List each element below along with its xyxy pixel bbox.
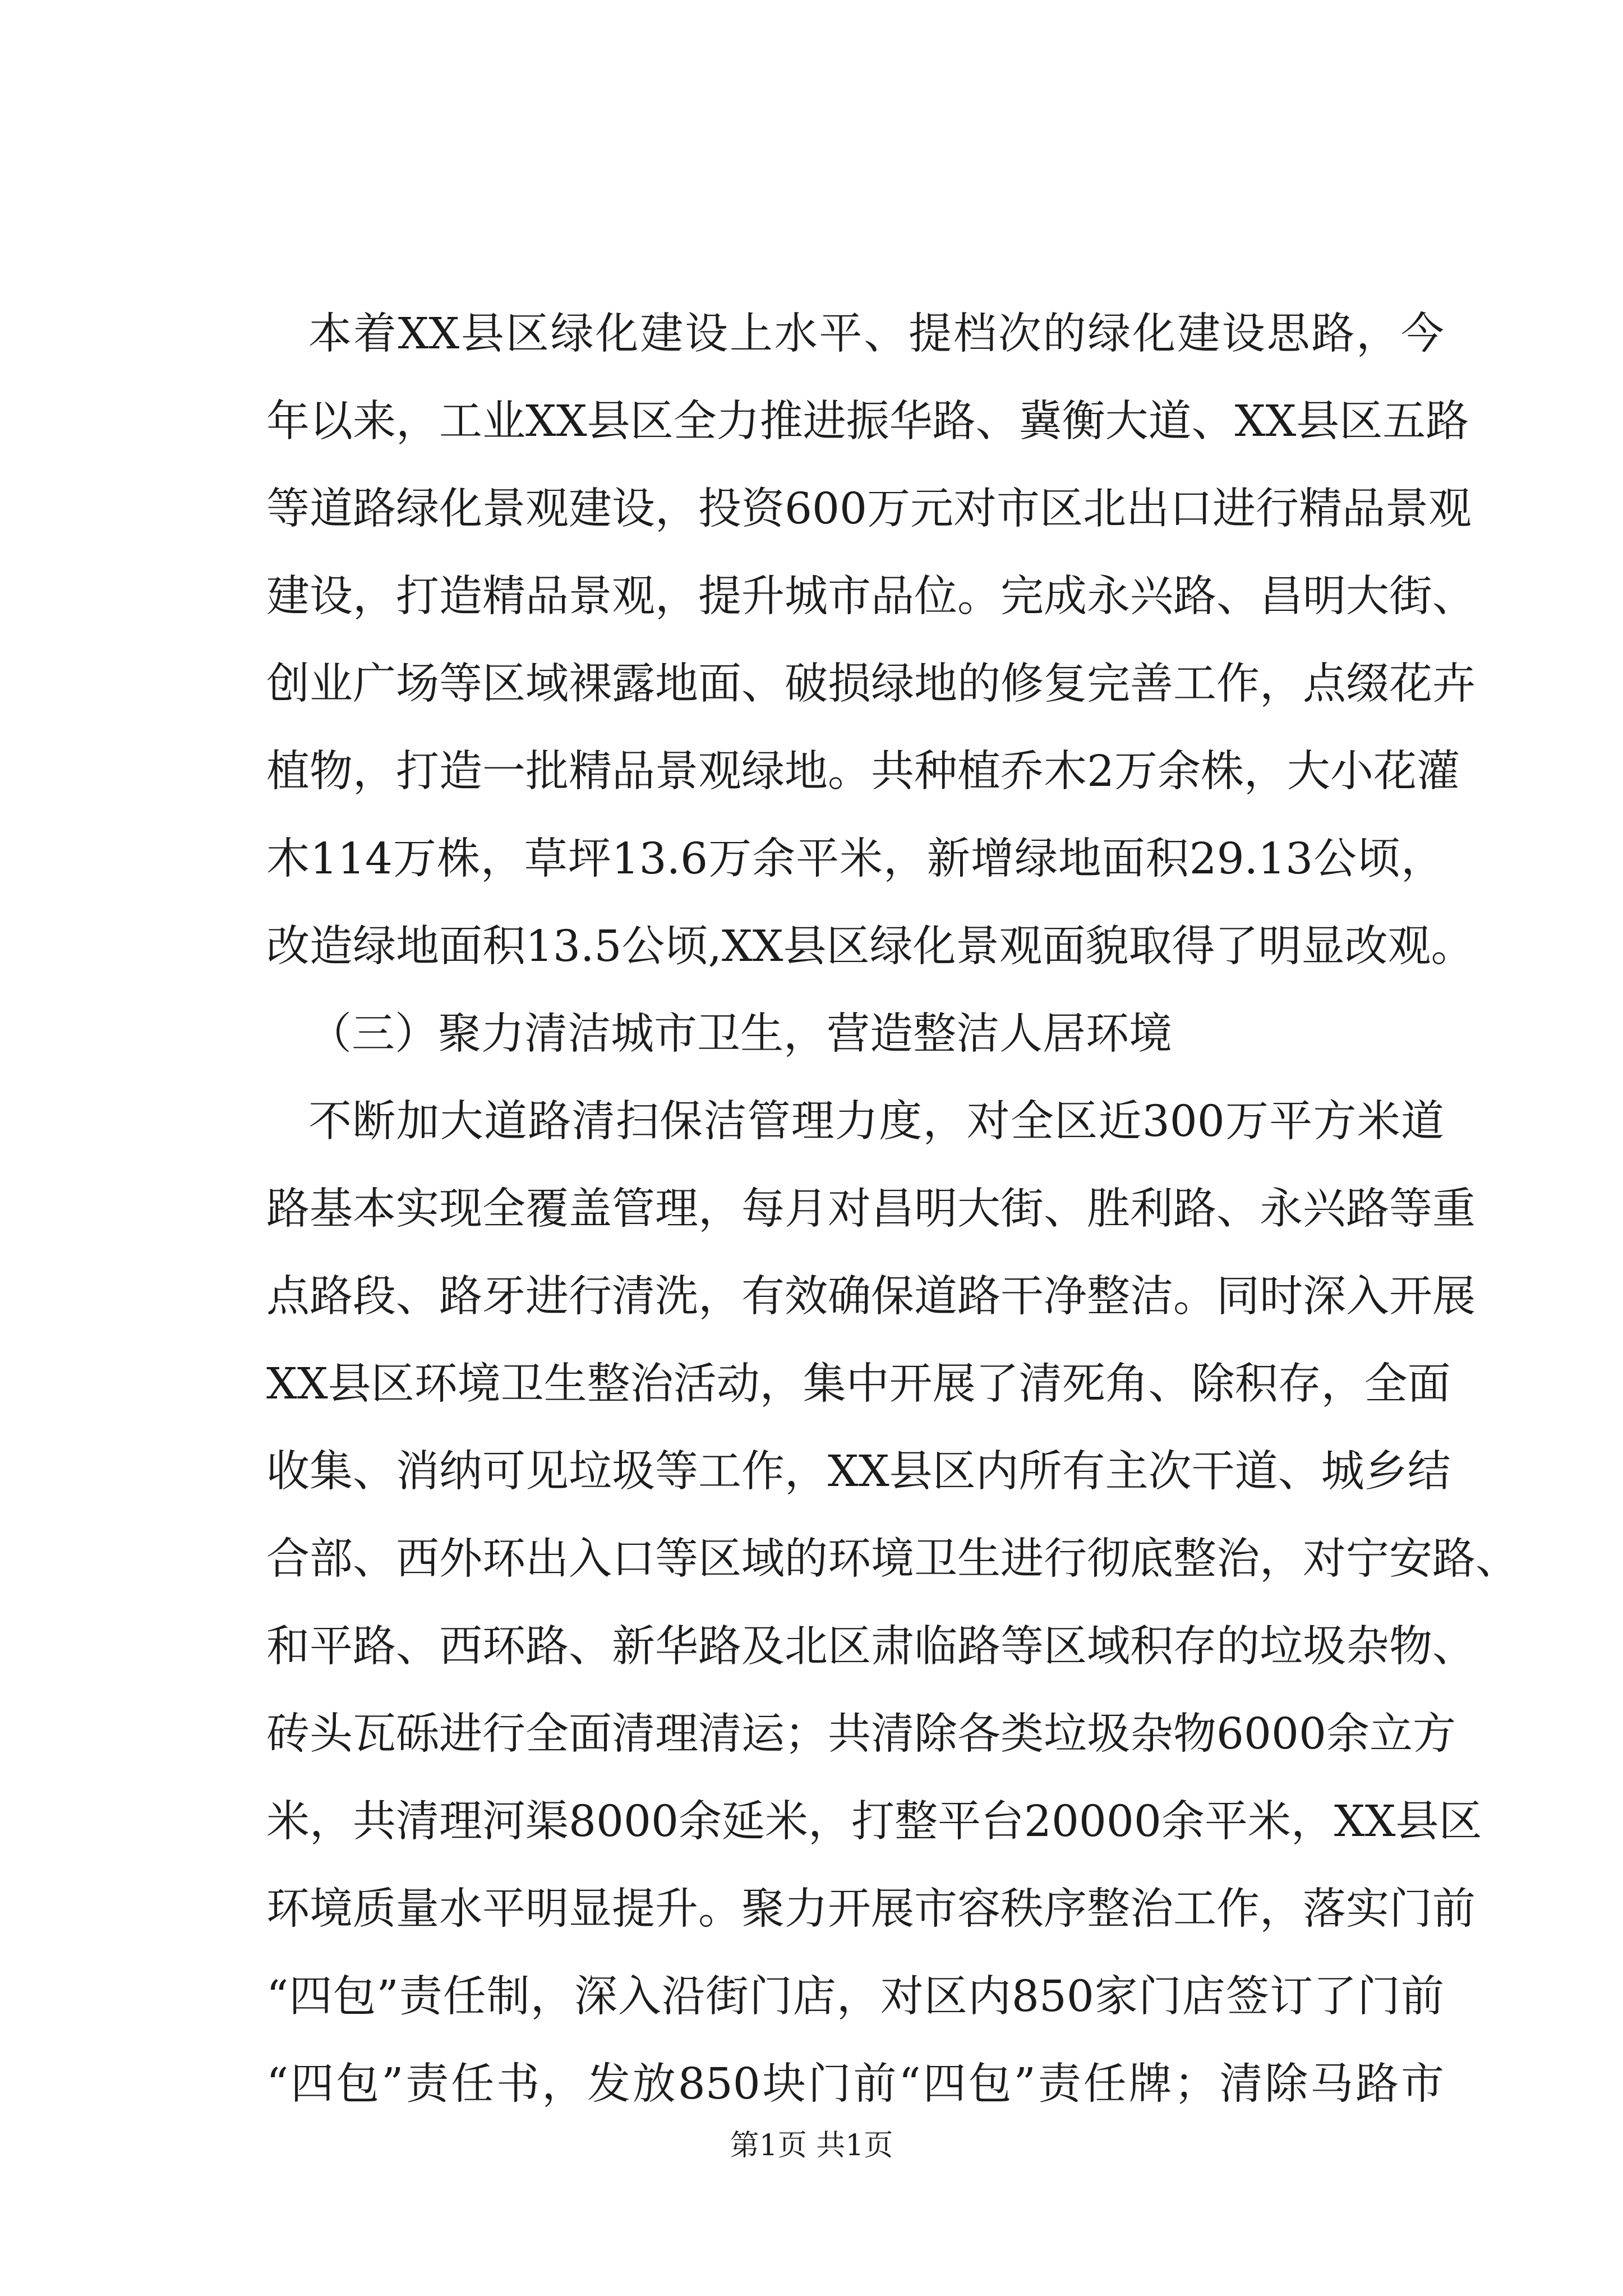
paragraph-1-line-1: 本着XX县区绿化建设上水平、提档次的绿化建设思路，今	[308, 309, 1444, 359]
paragraph-2-line-7: 和平路、西环路、新华路及北区肃临路等区域积存的垃圾杂物、	[266, 1622, 1476, 1672]
paragraph-1-line-8: 改造绿地面积13.5公顷,XX县区绿化景观面貌取得了明显改观。	[266, 922, 1474, 972]
paragraph-2-line-2: 路基本实现全覆盖管理，每月对昌明大街、胜利路、永兴路等重	[266, 1184, 1476, 1234]
section-heading: （三）聚力清洁城市卫生，营造整洁人居环境	[308, 1009, 1172, 1059]
paragraph-2-line-6: 合部、西外环出入口等区域的环境卫生进行彻底整治，对宁安路、	[266, 1534, 1519, 1584]
paragraph-2-line-5: 收集、消纳可见垃圾等工作，XX县区内所有主次干道、城乡结	[266, 1447, 1451, 1497]
paragraph-1-line-4: 建设，打造精品景观，提升城市品位。完成永兴路、昌明大街、	[266, 572, 1476, 622]
paragraph-2-line-3: 点路段、路牙进行清洗，有效确保道路干净整洁。同时深入开展	[266, 1272, 1476, 1322]
paragraph-1-line-6: 植物，打造一批精品景观绿地。共种植乔木2万余株，大小花灌	[266, 747, 1460, 797]
paragraph-1-line-7: 木114万株，草坪13.6万余平米，新增绿地面积29.13公顷，	[266, 834, 1444, 884]
paragraph-2-line-9: 米，共清理河渠8000余延米，打整平台20000余平米，XX县区	[266, 1797, 1482, 1847]
page-number-footer: 第1页 共1页	[730, 2129, 893, 2162]
paragraph-2-line-8: 砖头瓦砾进行全面清理清运；共清除各类垃圾杂物6000余立方	[266, 1709, 1456, 1759]
paragraph-1-line-2: 年以来，工业XX县区全力推进振华路、冀衡大道、XX县区五路	[266, 397, 1469, 447]
paragraph-1-line-5: 创业广场等区域裸露地面、破损绿地的修复完善工作，点缀花卉	[266, 659, 1476, 709]
paragraph-2-line-1: 不断加大道路清扫保洁管理力度，对全区近300万平方米道	[308, 1097, 1444, 1147]
paragraph-2-line-4: XX县区环境卫生整治活动，集中开展了清死角、除积存，全面	[266, 1359, 1451, 1409]
paragraph-2-line-12: “四包”责任书，发放850块门前“四包”责任牌；清除马路市	[266, 2059, 1444, 2109]
paragraph-2-line-11: “四包”责任制，深入沿街门店，对区内850家门店签订了门前	[266, 1972, 1444, 2022]
paragraph-2-line-10: 环境质量水平明显提升。聚力开展市容秩序整治工作，落实门前	[266, 1884, 1476, 1934]
paragraph-1-line-3: 等道路绿化景观建设，投资600万元对市区北出口进行精品景观	[266, 484, 1472, 534]
